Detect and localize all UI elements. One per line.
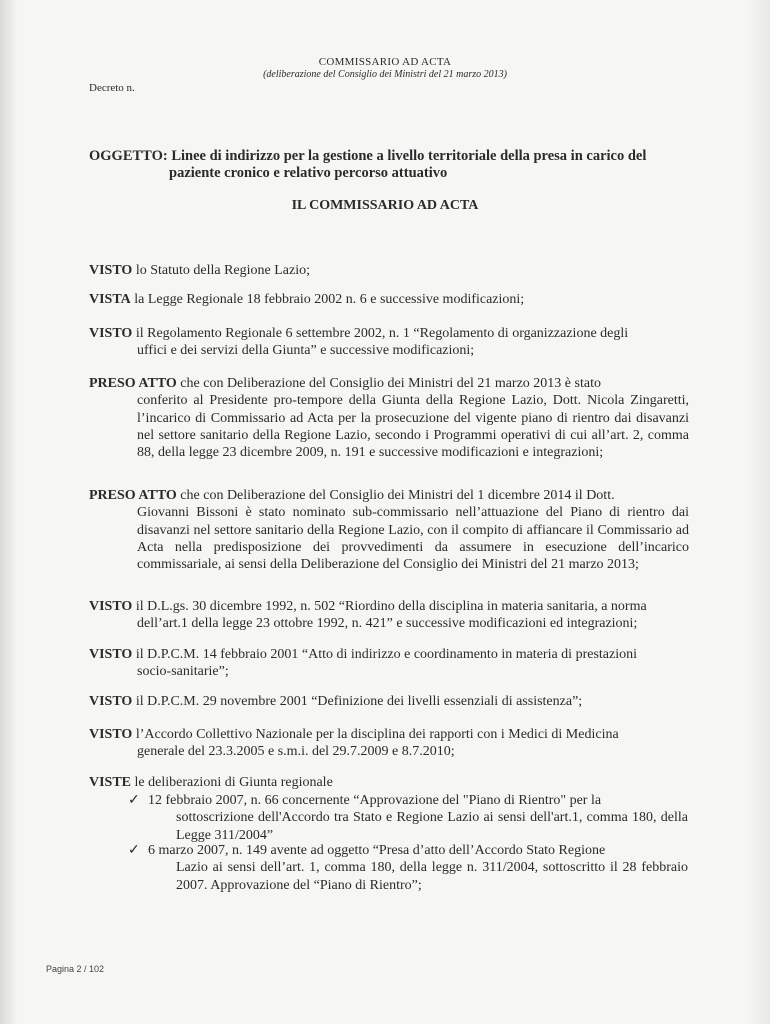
list-item-text: 6 marzo 2007, n. 149 avente ad oggetto “Presa d’atto dell’Accordo Stato Regione [148,843,606,858]
paragraph-continuation: conferito al Presidente pro-tempore della Giunta della Regione Lazio, Dott. Nicola Zingaretti, l’incarico di Commissario ad Acta per la prosecuzione del vigente piano di rientro dai disavanzi nel settore sanitario della Regione Lazio, secondo i Programmi operativi di cui all’art. 2, comma 88, della legge 23 dicembre 2009, n. 191 e successive modificazioni e integrazioni; [137,393,689,461]
decreto-label: Decreto n. [89,82,135,94]
paragraph-text: che con Deliberazione del Consiglio dei Ministri del 21 marzo 2013 è stato [176,376,601,391]
paragraph-keyword: PRESO ATTO [89,488,177,503]
list-item [128,842,688,894]
scan-left-edge [0,0,18,1024]
paragraph-continuation: socio-sanitarie”; [137,664,229,680]
paragraph-keyword: VISTO [89,647,133,662]
checkmark-icon: ✓ [128,793,140,808]
paragraph [89,262,689,279]
paragraph-keyword: VISTO [89,263,133,278]
list-item-continuation: Lazio ai sensi dell’art. 1, comma 180, della legge n. 311/2004, sottoscritto il 28 febbraio 2007. Approvazione del “Piano di Rientro”; [176,860,688,893]
paragraph-text: il D.L.gs. 30 dicembre 1992, n. 502 “Riordino della disciplina in materia sanitaria, a norma [132,599,647,614]
paragraph-continuation: Giovanni Bissoni è stato nominato sub-commissario nell’attuazione del Piano di rientro dai disavanzi nel settore sanitario della Regione Lazio, con il compito di affiancare il Commissario ad Acta nella predisposizione dei provvedimenti da assumere in esecuzione dell’incarico commissariale, ai sensi della Deliberazione del Consiglio dei Ministri del 21 marzo 2013; [137,505,689,573]
paragraph-text: le deliberazioni di Giunta regionale [131,775,333,790]
paragraph [89,325,689,360]
paragraph [89,726,689,761]
paragraph-text: l’Accordo Collettivo Nazionale per la disciplina dei rapporti con i Medici di Medicina [132,727,619,742]
paragraph [89,646,689,681]
oggetto-line2: paziente cronico e relativo percorso attuativo [169,165,448,181]
paragraph-keyword: VISTO [89,599,133,614]
paragraph-continuation: dell’art.1 della legge 23 ottobre 1992, n. 421” e successive modificazioni ed integrazioni; [137,616,638,632]
scan-right-edge [748,0,770,1024]
paragraph [89,693,689,710]
oggetto-block [89,148,689,182]
list-item-continuation: sottoscrizione dell'Accordo tra Stato e Regione Lazio ai sensi dell'art.1, comma 180, della Legge 311/2004” [176,810,688,843]
paragraph-text: il D.P.C.M. 14 febbraio 2001 “Atto di indirizzo e coordinamento in materia di prestazioni [132,647,637,662]
paragraph-keyword: VISTO [89,694,133,709]
paragraph-continuation: uffici e dei servizi della Giunta” e successive modificazioni; [137,343,475,359]
header-title: COMMISSARIO AD ACTA [318,56,452,68]
paragraph [89,774,689,791]
document-title: IL COMMISSARIO AD ACTA [291,198,479,213]
paragraph-keyword: VISTE [89,775,132,790]
oggetto-label: OGGETTO: [89,148,168,164]
paragraph-text: lo Statuto della Regione Lazio; [132,263,311,278]
paragraph-text: il D.P.C.M. 29 novembre 2001 “Definizione dei livelli essenziali di assistenza”; [132,694,583,709]
list-item-text: 12 febbraio 2007, n. 66 concernente “Approvazione del "Piano di Rientro" per la [148,793,602,808]
paragraph-keyword: VISTO [89,326,133,341]
paragraph-text: la Legge Regionale 18 febbraio 2002 n. 6 e successive modificazioni; [130,292,525,307]
page-number: Pagina 2 / 102 [46,964,105,974]
paragraph-text: il Regolamento Regionale 6 settembre 2002, n. 1 “Regolamento di organizzazione degli [132,326,629,341]
paragraph-keyword: PRESO ATTO [89,376,177,391]
paragraph-continuation: generale del 23.3.2005 e s.m.i. del 29.7.2009 e 8.7.2010; [137,744,455,760]
paragraph [89,487,689,573]
paragraph-text: che con Deliberazione del Consiglio dei Ministri del 1 dicembre 2014 il Dott. [176,488,615,503]
checkmark-icon: ✓ [128,843,140,858]
paragraph [89,291,689,308]
paragraph [89,375,689,461]
list-item [128,792,688,844]
paragraph [89,598,689,633]
oggetto-line1: Linee di indirizzo per la gestione a livello territoriale della presa in carico del [171,148,647,164]
paragraph-keyword: VISTA [89,292,131,307]
paragraph-keyword: VISTO [89,727,133,742]
header-subtitle: (deliberazione del Consiglio dei Ministri del 21 marzo 2013) [263,69,507,80]
